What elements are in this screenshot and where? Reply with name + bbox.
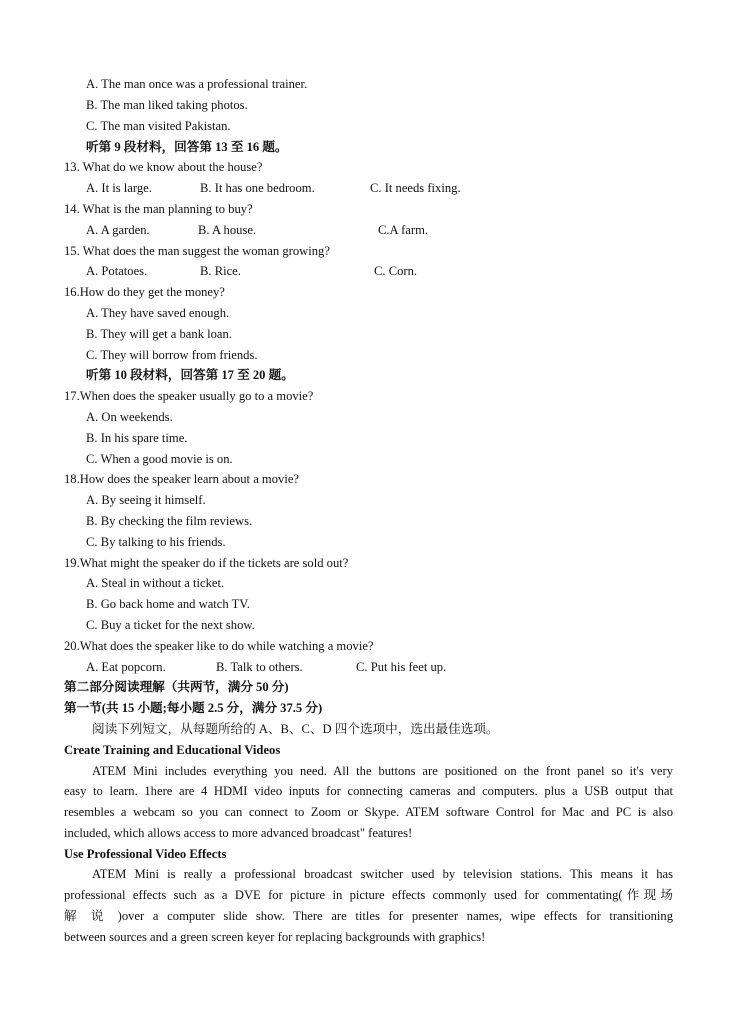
q20-stem: 20.What does the speaker like to do while watching a movie? (64, 639, 374, 653)
instructions: 阅读下列短文，从每题所给的 A、B、C、D 四个选项中，选出最佳选项。 (92, 722, 499, 736)
q20-option-b: B. Talk to others. (216, 660, 303, 674)
para2-line-1: ATEM Mini is really a professional broadcast switcher used by television stations. This means it has (92, 867, 673, 881)
q12-option-c: C. The man visited Pakistan. (86, 119, 231, 133)
q17-option-a: A. On weekends. (86, 410, 173, 424)
passage-heading-1: Create Training and Educational Videos (64, 743, 281, 757)
q19-option-b: B. Go back home and watch TV. (86, 597, 250, 611)
q12-option-a: A. The man once was a professional trainer. (86, 77, 308, 91)
q18-option-c: C. By talking to his friends. (86, 535, 226, 549)
q17-option-b: B. In his spare time. (86, 431, 188, 445)
para1-line-4: included, which allows access to more advanced broadcast" features! (64, 826, 413, 840)
para1-line-2: easy to learn. 1here are 4 HDMI video inputs for connecting cameras and computers. plus a USB output that (64, 784, 673, 798)
q16-stem: 16.How do they get the money? (64, 285, 225, 299)
para2-line-2: professional effects such as a DVE for picture in picture effects commonly used for commentating(作现场 (64, 888, 673, 902)
q14-stem: 14. What is the man planning to buy? (64, 202, 253, 216)
q15-option-b: B. Rice. (200, 264, 241, 278)
q19-option-c: C. Buy a ticket for the next show. (86, 618, 255, 632)
q13-option-c: C. It needs fixing. (370, 181, 461, 195)
para1-line-3: resembles a webcam so you can connect to Zoom or Skype. ATEM software Control for Mac and PC is also (64, 805, 673, 819)
q18-option-a: A. By seeing it himself. (86, 493, 206, 507)
q13-option-b: B. It has one bedroom. (200, 181, 315, 195)
q14-option-a: A. A garden. (86, 223, 150, 237)
passage-heading-2: Use Professional Video Effects (64, 847, 227, 861)
q17-option-c: C. When a good movie is on. (86, 452, 233, 466)
q17-stem: 17.When does the speaker usually go to a movie? (64, 389, 314, 403)
part2-title: 第二部分阅读理解（共两节，满分 50 分) (64, 680, 289, 694)
q19-stem: 19.What might the speaker do if the tickets are sold out? (64, 556, 349, 570)
para1-line-1: ATEM Mini includes everything you need. All the buttons are positioned on the front panel so it's very (92, 764, 673, 778)
q15-stem: 15. What does the man suggest the woman growing? (64, 244, 330, 258)
q15-option-c: C. Corn. (374, 264, 418, 278)
para2-line-3: 解 说 )over a computer slide show. There are titles for presenter names, wipe effects for transitioning (64, 909, 673, 923)
q16-option-a: A. They have saved enough. (86, 306, 230, 320)
q16-option-b: B. They will get a bank loan. (86, 327, 232, 341)
q20-option-a: A. Eat popcorn. (86, 660, 166, 674)
section9-header: 听第 9 段材料，回答第 13 至 16 题。 (86, 140, 288, 154)
q13-option-a: A. It is large. (86, 181, 152, 195)
para2-line-4: between sources and a green screen keyer for replacing backgrounds with graphics! (64, 930, 486, 944)
q18-option-b: B. By checking the film reviews. (86, 514, 253, 528)
q19-option-a: A. Steal in without a ticket. (86, 576, 225, 590)
section1-title: 第一节(共 15 小题;每小题 2.5 分，满分 37.5 分) (64, 701, 323, 715)
q12-option-b: B. The man liked taking photos. (86, 98, 248, 112)
q14-option-b: B. A house. (198, 223, 257, 237)
q16-option-c: C. They will borrow from friends. (86, 348, 258, 362)
q18-stem: 18.How does the speaker learn about a movie? (64, 472, 300, 486)
q13-stem: 13. What do we know about the house? (64, 160, 263, 174)
q15-option-a: A. Potatoes. (86, 264, 148, 278)
q20-option-c: C. Put his feet up. (356, 660, 447, 674)
q14-option-c: C.A farm. (378, 223, 429, 237)
section10-header: 听第 10 段材料，回答第 17 至 20 题。 (86, 368, 294, 382)
